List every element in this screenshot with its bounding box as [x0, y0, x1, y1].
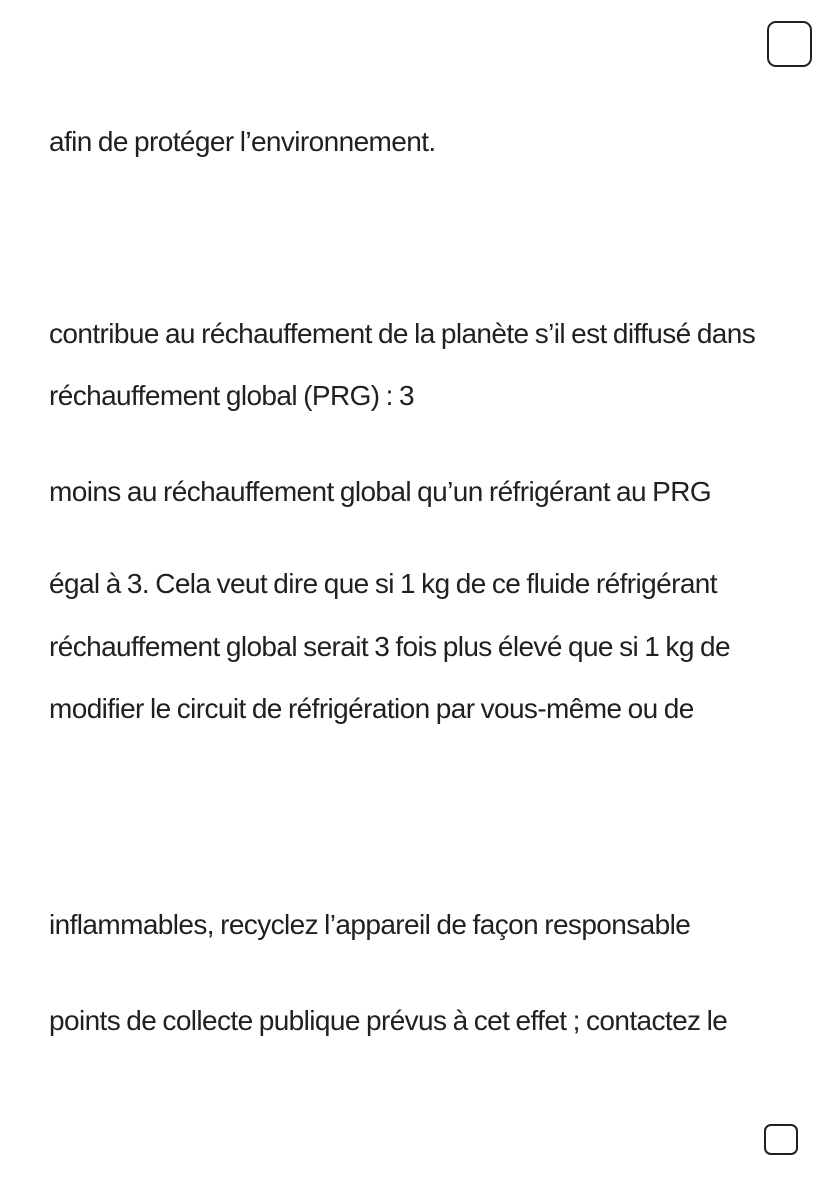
text-line-4: moins au réchauffement global qu’un réfrigérant au PRG: [49, 476, 712, 507]
text-line-5: égal à 3. Cela veut dire que si 1 kg de ce fluide réfrigérant: [49, 568, 717, 599]
text-line-1: afin de protéger l’environnement.: [49, 126, 436, 157]
text-line-6: réchauffement global serait 3 fois plus élevé que si 1 kg de: [49, 631, 730, 662]
text-line-8: inflammables, recyclez l’appareil de façon responsable: [49, 909, 691, 940]
text-line-3: réchauffement global (PRG) : 3: [49, 380, 415, 411]
text-line-2: contribue au réchauffement de la planète s’il est diffusé dans: [49, 318, 756, 349]
text-line-9: points de collecte publique prévus à cet effet ; contactez le: [49, 1005, 728, 1036]
top-right-checkbox-frame: [767, 21, 812, 67]
bottom-right-checkbox-frame: [764, 1124, 798, 1155]
text-line-7: modifier le circuit de réfrigération par vous-même ou de: [49, 693, 694, 724]
